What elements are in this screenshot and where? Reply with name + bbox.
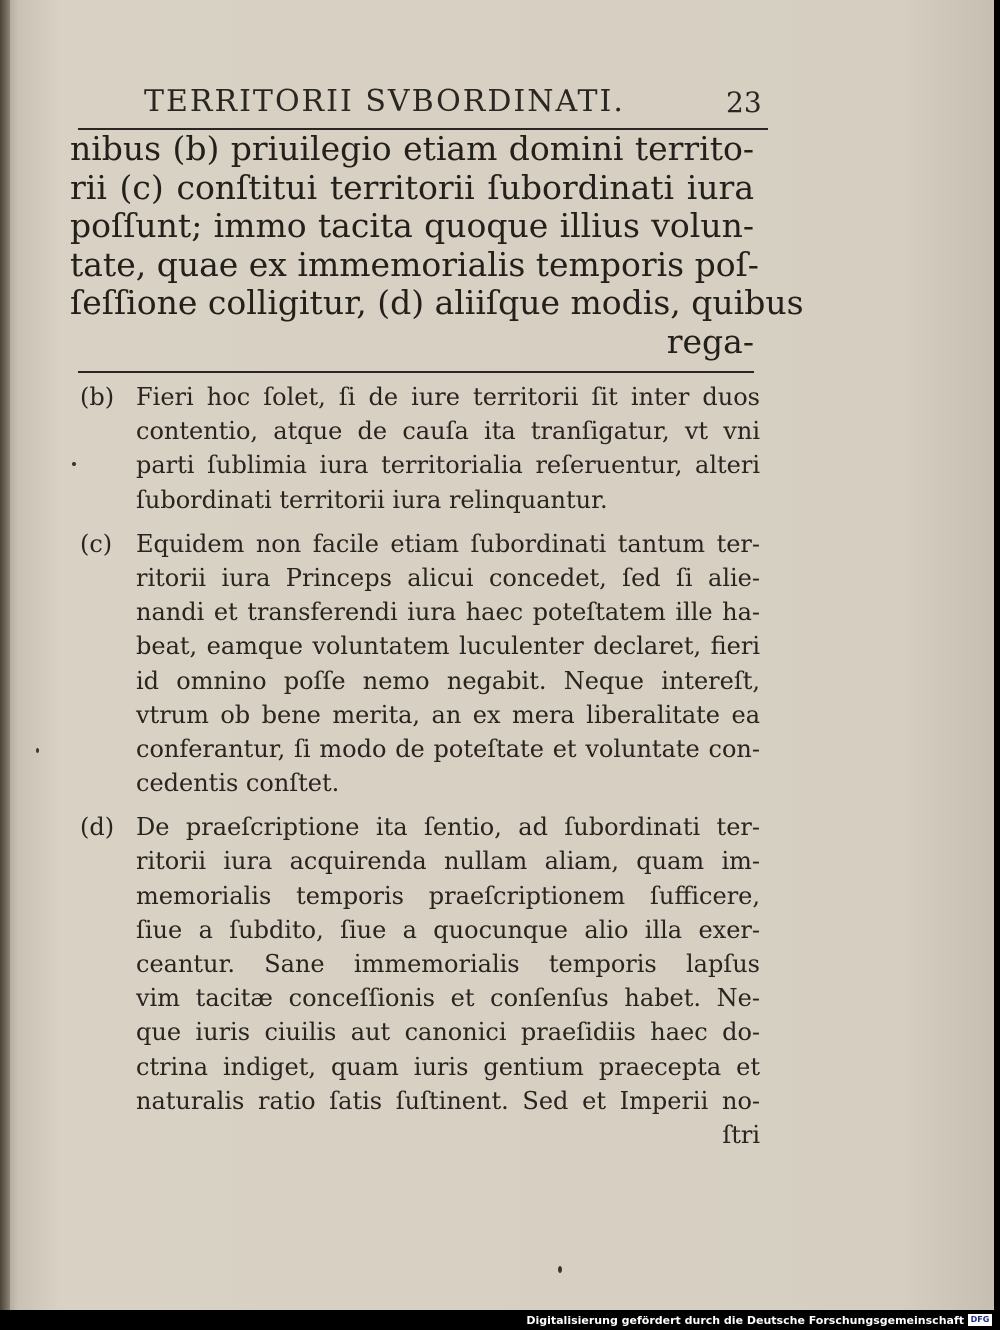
dfg-logo: DFG xyxy=(968,1314,992,1326)
footnote-mark: (b) xyxy=(80,383,115,411)
footnote-line: cedentis conſtet. xyxy=(136,769,340,798)
footnote-line: De praeſcriptione ita ſentio, ad ſubordinati ter- xyxy=(136,813,760,842)
page-number: 23 xyxy=(726,86,762,119)
footnote-line: memorialis temporis praeſcriptionem ſufficere, xyxy=(136,881,760,910)
paper-speck xyxy=(72,462,76,466)
text-line: poſſunt; immo tacita quoque illius volun- xyxy=(70,206,754,245)
footnote-mark: (d) xyxy=(80,813,115,842)
footnote-line: conferantur, ſi modo de poteſtate et voluntate con- xyxy=(136,734,760,763)
main-text xyxy=(70,129,804,361)
footer-credit: Digitalisierung gefördert durch die Deutsche Forschungsgemeinschaft xyxy=(526,1314,964,1327)
running-header xyxy=(88,80,768,126)
footnote-line: ctrina indiget, quam iuris gentium praecepta et xyxy=(136,1052,760,1081)
footnote-catchword: ſtri xyxy=(722,1120,760,1149)
footnotes xyxy=(80,380,760,1162)
footnote-line: parti ſublimia iura territorialia reſeruentur, alteri xyxy=(136,451,760,480)
footnote-line: naturalis ratio ſatis ſuſtinent. Sed et Imperii no- xyxy=(136,1086,760,1115)
text-line: ſeſſione colligitur, (d) aliiſque modis, quibus xyxy=(70,283,804,322)
page-gutter xyxy=(0,0,10,1310)
text-line: tate, quae ex immemorialis temporis poſ- xyxy=(70,244,759,284)
footnote-line: Fieri hoc ſolet, ſi de iure territorii ſit inter duos xyxy=(136,383,760,411)
running-title: TERRITORII SVBORDINATI. xyxy=(144,84,625,119)
footnote-rule xyxy=(78,371,754,373)
footnote-line: ceantur. Sane immemorialis temporis lapſus xyxy=(136,950,760,978)
footnote-b xyxy=(80,380,760,517)
catchword: rega- xyxy=(666,321,754,361)
footnote-line: ritorii iura acquirenda nullam aliam, quam im- xyxy=(136,847,760,876)
footnote-c xyxy=(80,527,760,801)
footnote-d xyxy=(80,810,760,1152)
footnote-line: contentio, atque de cauſa ita tranſigatur, vt vni xyxy=(136,417,760,446)
footnote-line: beat, eamque voluntatem luculenter declaret, fieri xyxy=(136,632,760,661)
footnote-line: ſiue a ſubdito, ſiue a quocunque alio illa exer- xyxy=(136,915,760,944)
footnote-line: que iuris ciuilis aut canonici praeſidiis haec do- xyxy=(136,1018,760,1047)
footnote-mark: (c) xyxy=(80,529,113,558)
footnote-line: nandi et transferendi iura haec poteſtatem ille ha- xyxy=(136,598,760,627)
paper-speck xyxy=(558,1266,562,1273)
footnote-line: vtrum ob bene merita, an ex mera liberalitate ea xyxy=(136,700,760,729)
digitization-footer xyxy=(0,1310,1000,1330)
footnote-line: ſubordinati territorii iura relinquantur. xyxy=(136,485,608,514)
footnote-line: Equidem non facile etiam ſubordinati tantum ter- xyxy=(136,529,760,558)
text-line: rii (c) conſtitui territorii ſubordinati iura xyxy=(70,167,754,207)
paper-speck xyxy=(36,748,39,753)
text-line: nibus (b) priuilegio etiam domini territo- xyxy=(70,129,754,168)
footnote-line: id omnino poſſe nemo negabit. Neque intereſt, xyxy=(136,666,760,695)
footnote-line: ritorii iura Princeps alicui concedet, ſed ſi alie- xyxy=(136,563,760,592)
footnote-line: vim tacitæ conceſſionis et conſenſus habet. Ne- xyxy=(136,984,760,1013)
